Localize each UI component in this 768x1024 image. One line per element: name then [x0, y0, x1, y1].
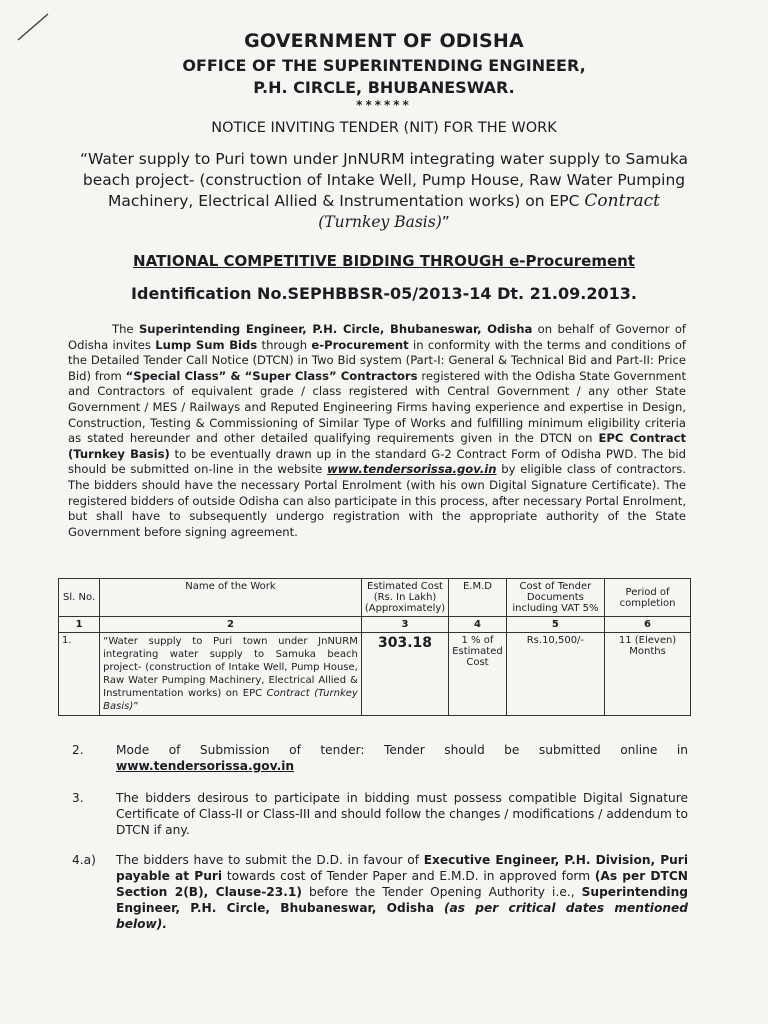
item-4a-b2: (As per DTCN Section 2(B), Clause-23.1)	[116, 869, 688, 899]
para-text-7: by eligible class of contractors. The bidders should have the necessary Portal Enrolment (with his own Digital Signature Certificate). The registered bidders of outside Odisha can also participate in this process, after necessary Portal Enrolment, but shall have to subsequently undergo registration with the appropriate authority of the State Government before signing agreement.	[68, 462, 686, 539]
col-num-3: 3	[361, 617, 448, 633]
header-sl-no: Sl. No.	[59, 579, 100, 617]
work-title-contract: Contract	[584, 191, 661, 211]
work-title-turnkey: (Turnkey Basis)	[318, 213, 442, 231]
col-num-2: 2	[100, 617, 362, 633]
row-estimated-cost: 303.18	[361, 633, 448, 716]
work-title-main: “Water supply to Puri town under JnNURM integrating water supply to Samuka beach project- (construction of Intake Well, Pump House, Raw Water Pumping Machinery, Electrical Allied & Instrumentation works) on EPC	[80, 150, 688, 210]
item-2-text	[116, 742, 688, 774]
col-num-6: 6	[605, 617, 691, 633]
item-4a-t2: towards cost of Tender Paper and E.M.D. in approved form	[222, 869, 595, 883]
identification-number: Identification No.SEPHBBSR-05/2013-14 Dt. 21.09.2013.	[131, 284, 637, 303]
office-heading: OFFICE OF THE SUPERINTENDING ENGINEER,	[182, 56, 586, 75]
table-column-number-row	[59, 617, 691, 633]
para-text-4: in conformity with the terms and conditions of the Detailed Tender Call Notice (DTCN) in Two Bid system (Part-I: General & Technical Bid and Part-II: Price Bid) from	[68, 337, 686, 383]
row-work-name	[100, 633, 362, 716]
work-title	[70, 149, 698, 233]
item-4a-b1: Executive Engineer, P.H. Division, Puri payable at Puri	[116, 853, 688, 883]
row-emd: 1 % of Estimated Cost	[449, 633, 507, 716]
work-details-table	[58, 578, 691, 716]
ncb-heading: NATIONAL COMPETITIVE BIDDING THROUGH e-Procurement	[133, 252, 635, 270]
item-2-website-link[interactable]: www.tendersorissa.gov.in	[116, 759, 295, 773]
item-4a-number: 4.a)	[72, 853, 96, 867]
government-heading: GOVERNMENT OF ODISHA	[244, 30, 524, 52]
item-3-number: 3.	[72, 791, 84, 805]
item-2-number: 2.	[72, 743, 84, 757]
col-num-4: 4	[449, 617, 507, 633]
row-work-name-end: ”	[133, 701, 139, 712]
tender-website-link[interactable]: www.tendersorissa.gov.in	[327, 462, 497, 477]
header-tender-doc-cost: Cost of Tender Documents including VAT 5%	[506, 579, 604, 617]
header-estimated-cost: Estimated Cost (Rs. In Lakh) (Approximately)	[361, 579, 448, 617]
header-name-of-work: Name of the Work	[100, 579, 362, 617]
intro-paragraph	[68, 322, 686, 540]
row-work-name-italic: Contract (Turnkey Basis)	[103, 688, 358, 712]
item-2-body: Mode of Submission of tender: Tender should be submitted online in	[116, 743, 688, 757]
para-bold-eprocurement: e-Procurement	[311, 337, 409, 352]
item-4a-t4	[434, 901, 444, 915]
item-3-text: The bidders desirous to participate in bidding must possess compatible Digital Signature Certificate of Class-II or Class-III and should follow the changes / modifications / addendum to DTCN if any.	[116, 791, 688, 837]
item-4a-t3: before the Tender Opening Authority i.e.,	[301, 885, 582, 899]
col-num-5: 5	[506, 617, 604, 633]
para-bold-authority: Superintending Engineer, P.H. Circle, Bhubaneswar, Odisha	[138, 322, 533, 336]
star-divider: ******	[356, 98, 412, 112]
row-period: 11 (Eleven) Months	[605, 633, 691, 716]
row-sl: 1.	[59, 633, 100, 716]
nit-line: NOTICE INVITING TENDER (NIT) FOR THE WORK	[211, 120, 557, 136]
para-bold-lumpsum: Lump Sum Bids	[155, 337, 258, 352]
table-row	[59, 633, 691, 716]
item-4a-critical-dates: (as per critical dates mentioned below).	[116, 901, 689, 931]
header-period: Period of completion	[605, 579, 691, 617]
table-header-row	[59, 579, 691, 617]
work-title-end-quote: ”	[441, 213, 450, 231]
row-work-name-text: “Water supply to Puri town under JnNURM integrating water supply to Samuka beach project- (construction of Intake Well, Pump House, Raw Water Pumping Machinery, Electrical Allied & Instrumentation works) on EPC	[103, 636, 358, 699]
para-text-1: The	[112, 322, 139, 336]
para-bold-contractors: “Special Class” & “Super Class” Contractors	[125, 368, 418, 383]
circle-heading: P.H. CIRCLE, BHUBANESWAR.	[253, 78, 515, 97]
item-4a	[72, 852, 688, 932]
col-num-1: 1	[59, 617, 100, 633]
item-3	[72, 790, 688, 840]
para-text-2: on behalf of Governor of Odisha invites	[68, 322, 686, 352]
para-text-5: registered with the Odisha State Government and Contractors of equivalent grade / class registered with Central Government / any other State Government / MES / Railways and Reputed Engineering Firms having experience and expertise in Design, Construction, Testing & Commissioning of Similar Type of Works and fulfilling minimum eligibility criteria as stated hereunder and other detailed qualifying requirements given in the DTCN on	[68, 368, 686, 446]
item-4a-t1: The bidders have to submit the D.D. in favour of	[116, 853, 424, 867]
row-doc-cost: Rs.10,500/-	[506, 633, 604, 716]
para-text-3: through	[257, 337, 312, 352]
item-4a-b3: Superintending Engineer, P.H. Circle, Bhubaneswar, Odisha	[116, 885, 689, 915]
para-bold-epc: EPC Contract (Turnkey Basis)	[68, 431, 687, 461]
para-text-6: to be eventually drawn up in the standard G-2 Contract Form of Odisha PWD. The bid should be submitted on-line in the website	[68, 446, 686, 477]
header-emd: E.M.D	[449, 579, 507, 617]
item-4a-text	[116, 852, 688, 932]
item-2	[72, 742, 688, 778]
